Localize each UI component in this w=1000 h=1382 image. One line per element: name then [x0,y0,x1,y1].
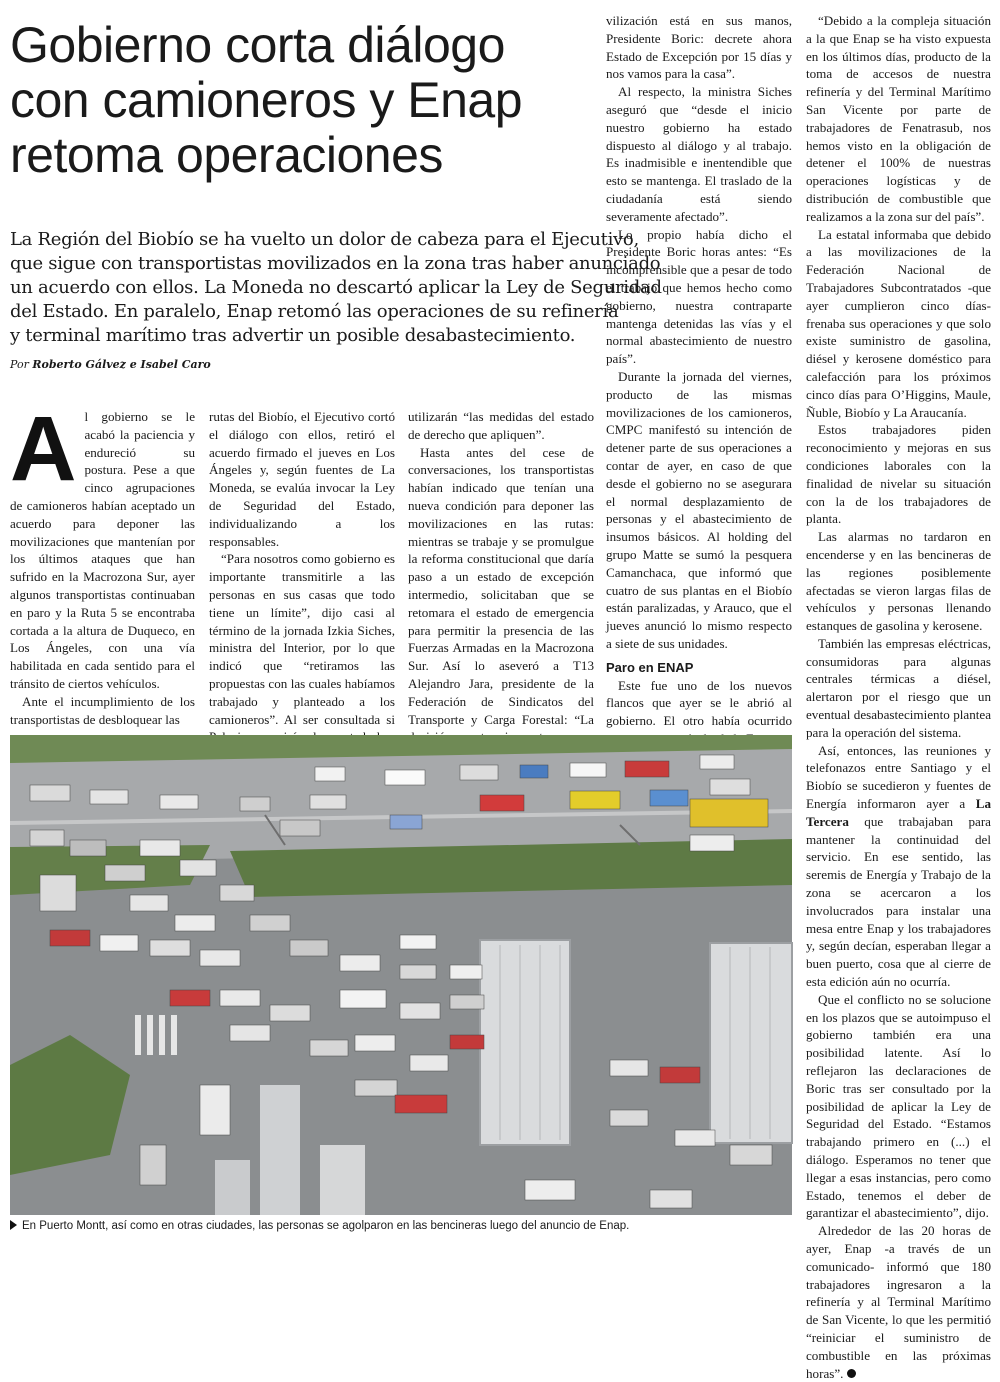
column-2 [209,408,395,764]
paragraph: “Debido a la compleja situación a la que Enap se ha visto expuesta en los últimos días, producto de la toma de accesos de nuestra refinería y del Terminal Marítimo San Vicente por parte de trabajadores de Fenatrasub, nos hemos visto en la obligación de detener el 100% de nuestras operaciones logísticas y de distribución de combustible que realizamos a la zona sur del país”. [806,13,991,224]
paragraph: l gobierno se le acabó la paciencia y endureció su postura. Pese a que cinco agrupaciones de camioneros habían aceptado un acuerdo para deponer las movilizaciones que mantenían por los últimos ataques que han sufrido en la Macrozona Sur, ayer algunos transportistas continuaban en paro y la Ruta 5 se encontraba cortada a la altura de Duqueco, en Los Ángeles, con una vía habilitada en cada sentido para el tránsito de ciertos vehículos. [10,409,195,691]
column-4 [606,12,792,766]
subheading: Paro en ENAP [606,659,694,675]
paragraph: utilizarán “las medidas del estado de derecho que apliquen”. [408,409,594,442]
paragraph: rutas del Biobío, el Ejecutivo cortó el diálogo con ellos, retiró el acuerdo firmado el jueves en Los Ángeles y, según fuentes de La Moneda, se evalúa invocar la Ley de Seguridad del Estado, individualizando a los responsables. [209,409,395,549]
headline-line: Gobierno corta diálogo [10,17,505,73]
byline-authors: Roberto Gálvez e Isabel Caro [32,358,211,371]
headline [10,18,585,183]
paragraph: Durante la jornada del viernes, producto de las mismas movilizaciones de los camioneros, CMPC manifestó su intención de detener parte de sus operaciones a contar de ayer, en caso de que desde el gobierno no se asegurara el normal desplazamiento de personas y el abastecimiento de insumos básicos. Al holding del grupo Matte se sumó la pesquera Camanchaca, que informó que cuatro de sus plantas en el Biobío están paralizadas, y Arauco, que el jueves anunció lo mismo respecto a siete de sus unidades. [606,368,792,651]
paragraph: Este fue uno de los nuevos flancos que ayer se le abrió al gobierno. El otro había ocurrido [606,677,792,729]
paragraph: La estatal informaba que debido a las movilizaciones de la Federación Nacional de Trabajadores Subcontratados -que ayer cumplieron cinco días- frenaba sus operaciones y que solo existe suministro de gasolina, diésel y kerosene doméstico para calefacción para los próximos cinco días para O’Higgins, Maule, Ñuble, Biobío y La Araucanía. [806,226,991,420]
paragraph-text: Así, entonces, las reuniones y telefonazos entre Santiago y el Biobío se sucedieron y fuentes de Energía informaron ayer a [806,742,991,812]
end-mark-icon [847,1369,856,1378]
aerial-photo [10,735,792,1215]
paragraph: Ante el incumplimiento de los transportistas de desbloquear las [10,693,195,727]
drop-cap: A [10,398,77,500]
paragraph: “Para nosotros como gobierno es importante transmitirle a las personas en sus casas que todo tiene un límite”, dijo casi al término de la jornada Izkia Siches, ministra del Interior, por lo que indicó que “retiramos las propuestas con las cuales habíamos trabajado y planteado a los camioneros”. Al ser consultada si [209,551,395,727]
paragraph: Las alarmas no tardaron en encenderse y en las bencineras de las regiones posiblemente afectadas se vieron largas filas de vehículos y personas llenando estanques de gasolina y kerosene. [806,529,991,634]
byline-prefix: Por [10,358,29,371]
headline-line: con camioneros y Enap [10,72,523,128]
paragraph-text: que trabajaban para mantener la continuidad del servicio. En ese sentido, las seremis de Energía y Trabajo de la zona se acercaron a los involucrados para instalar una mesa entre Enap y los trabajadores y, según decían, esperaban llegar a buen puerto, cosa que al cierre de esta edición aún no ocurría. [806,813,991,990]
photo-caption [10,1219,795,1234]
column-3 [408,408,594,746]
paragraph: Al respecto, la ministra Siches aseguró que “desde el inicio nuestro gobierno ha estado dispuesto al diálogo y al trabajo. Es inadmisible e inentendible que esto se mantenga. El traslado de la ciudadanía está siendo severamente afectado”. [606,84,792,224]
headline-line: retoma operaciones [10,127,443,183]
caption-arrow-icon [10,1220,17,1230]
paragraph: Lo propio había dicho el Presidente Boric horas antes: “Es incomprensible que a pesar de todo el trabajo que hemos hecho como gobierno, nuestra contraparte mantenga detenidas las vías y el normal abastecimiento de nuestro país”. [606,226,792,367]
paragraph: También las empresas eléctricas, consumidoras para algunas centrales térmicas a diésel, alertaron por el riesgo que un eventual desabastecimiento plantea para la operación del sistema. [806,635,991,740]
caption-text: En Puerto Montt, así como en otras ciudades, las personas se agolparon en las bencineras luego del anuncio de Enap. [22,1220,630,1232]
aerial-photo-illustration [10,735,792,1215]
byline [10,357,410,373]
lede-line: del Estado. En paralelo, Enap retomó las operaciones de su refinería [10,301,619,322]
lede-line: La Región del Biobío se ha vuelto un dolor de cabeza para el Ejecutivo, [10,229,639,250]
paragraph: Que el conflicto no se solucione en los plazos que se autoimpuso el gobierno también era una posibilidad latente. Así lo reflejaron las declaraciones de Boric tras ser consultado por la posibilidad de aplicar la Ley de Seguridad del Estado. “Estamos trabajando primero en (...) el diálogo. Esperamos no tener que llegar a esas instancias, pero como Estado, tenemos el deber de garantizar el abastecimiento”, dijo. [806,991,991,1221]
lede [10,228,662,348]
paragraph [806,742,991,991]
lede-line: y terminal marítimo tras advertir un posible desabastecimiento. [10,325,576,346]
paragraph [806,1222,991,1382]
lede-line: un acuerdo con ellos. La Moneda no descartó aplicar la Ley de Seguridad [10,277,662,298]
paragraph: vilización está en sus manos, Presidente Boric: decrete ahora Estado de Excepción por 15 días y nos vamos para la casa”. [606,13,792,82]
paragraph: Hasta antes del cese de conversaciones, los transportistas habían indicado que tenían una nueva condición para deponer las movilizaciones en las rutas: mientras se trabaje y se promulgue la reforma constitucional que daría paso a un estado de excepción intermedio, solicitaban que se retomara el estado de emergencia para permitir la presencia de las Fuerzas Armadas en la Macrozona Sur. Así lo aseveró a T13 Alejandro Jara, presidente de la Federación de Sindicatos del Transporte y Carga Forestal: “La [408,444,594,727]
column-1 [10,398,195,728]
paragraph-text: Alrededor de las 20 horas de ayer, Enap -a través de un comunicado- informó que 180 trabajadores ingresaron a la refinería y al Terminal Marítimo de San Vicente, lo que les permitió “reiniciar el suministro de combustible en las próximas horas”. [806,1223,991,1381]
newspaper-name: La Tercera [806,796,991,829]
lede-line: que sigue con transportistas movilizados en la zona tras haber anunciado [10,253,661,274]
column-5 [806,12,991,1382]
paragraph: Estos trabajadores piden reconocimiento y mejoras en sus condiciones laborales con la finalidad de nivelar su situación con la de los trabajadores de planta. [806,422,991,527]
